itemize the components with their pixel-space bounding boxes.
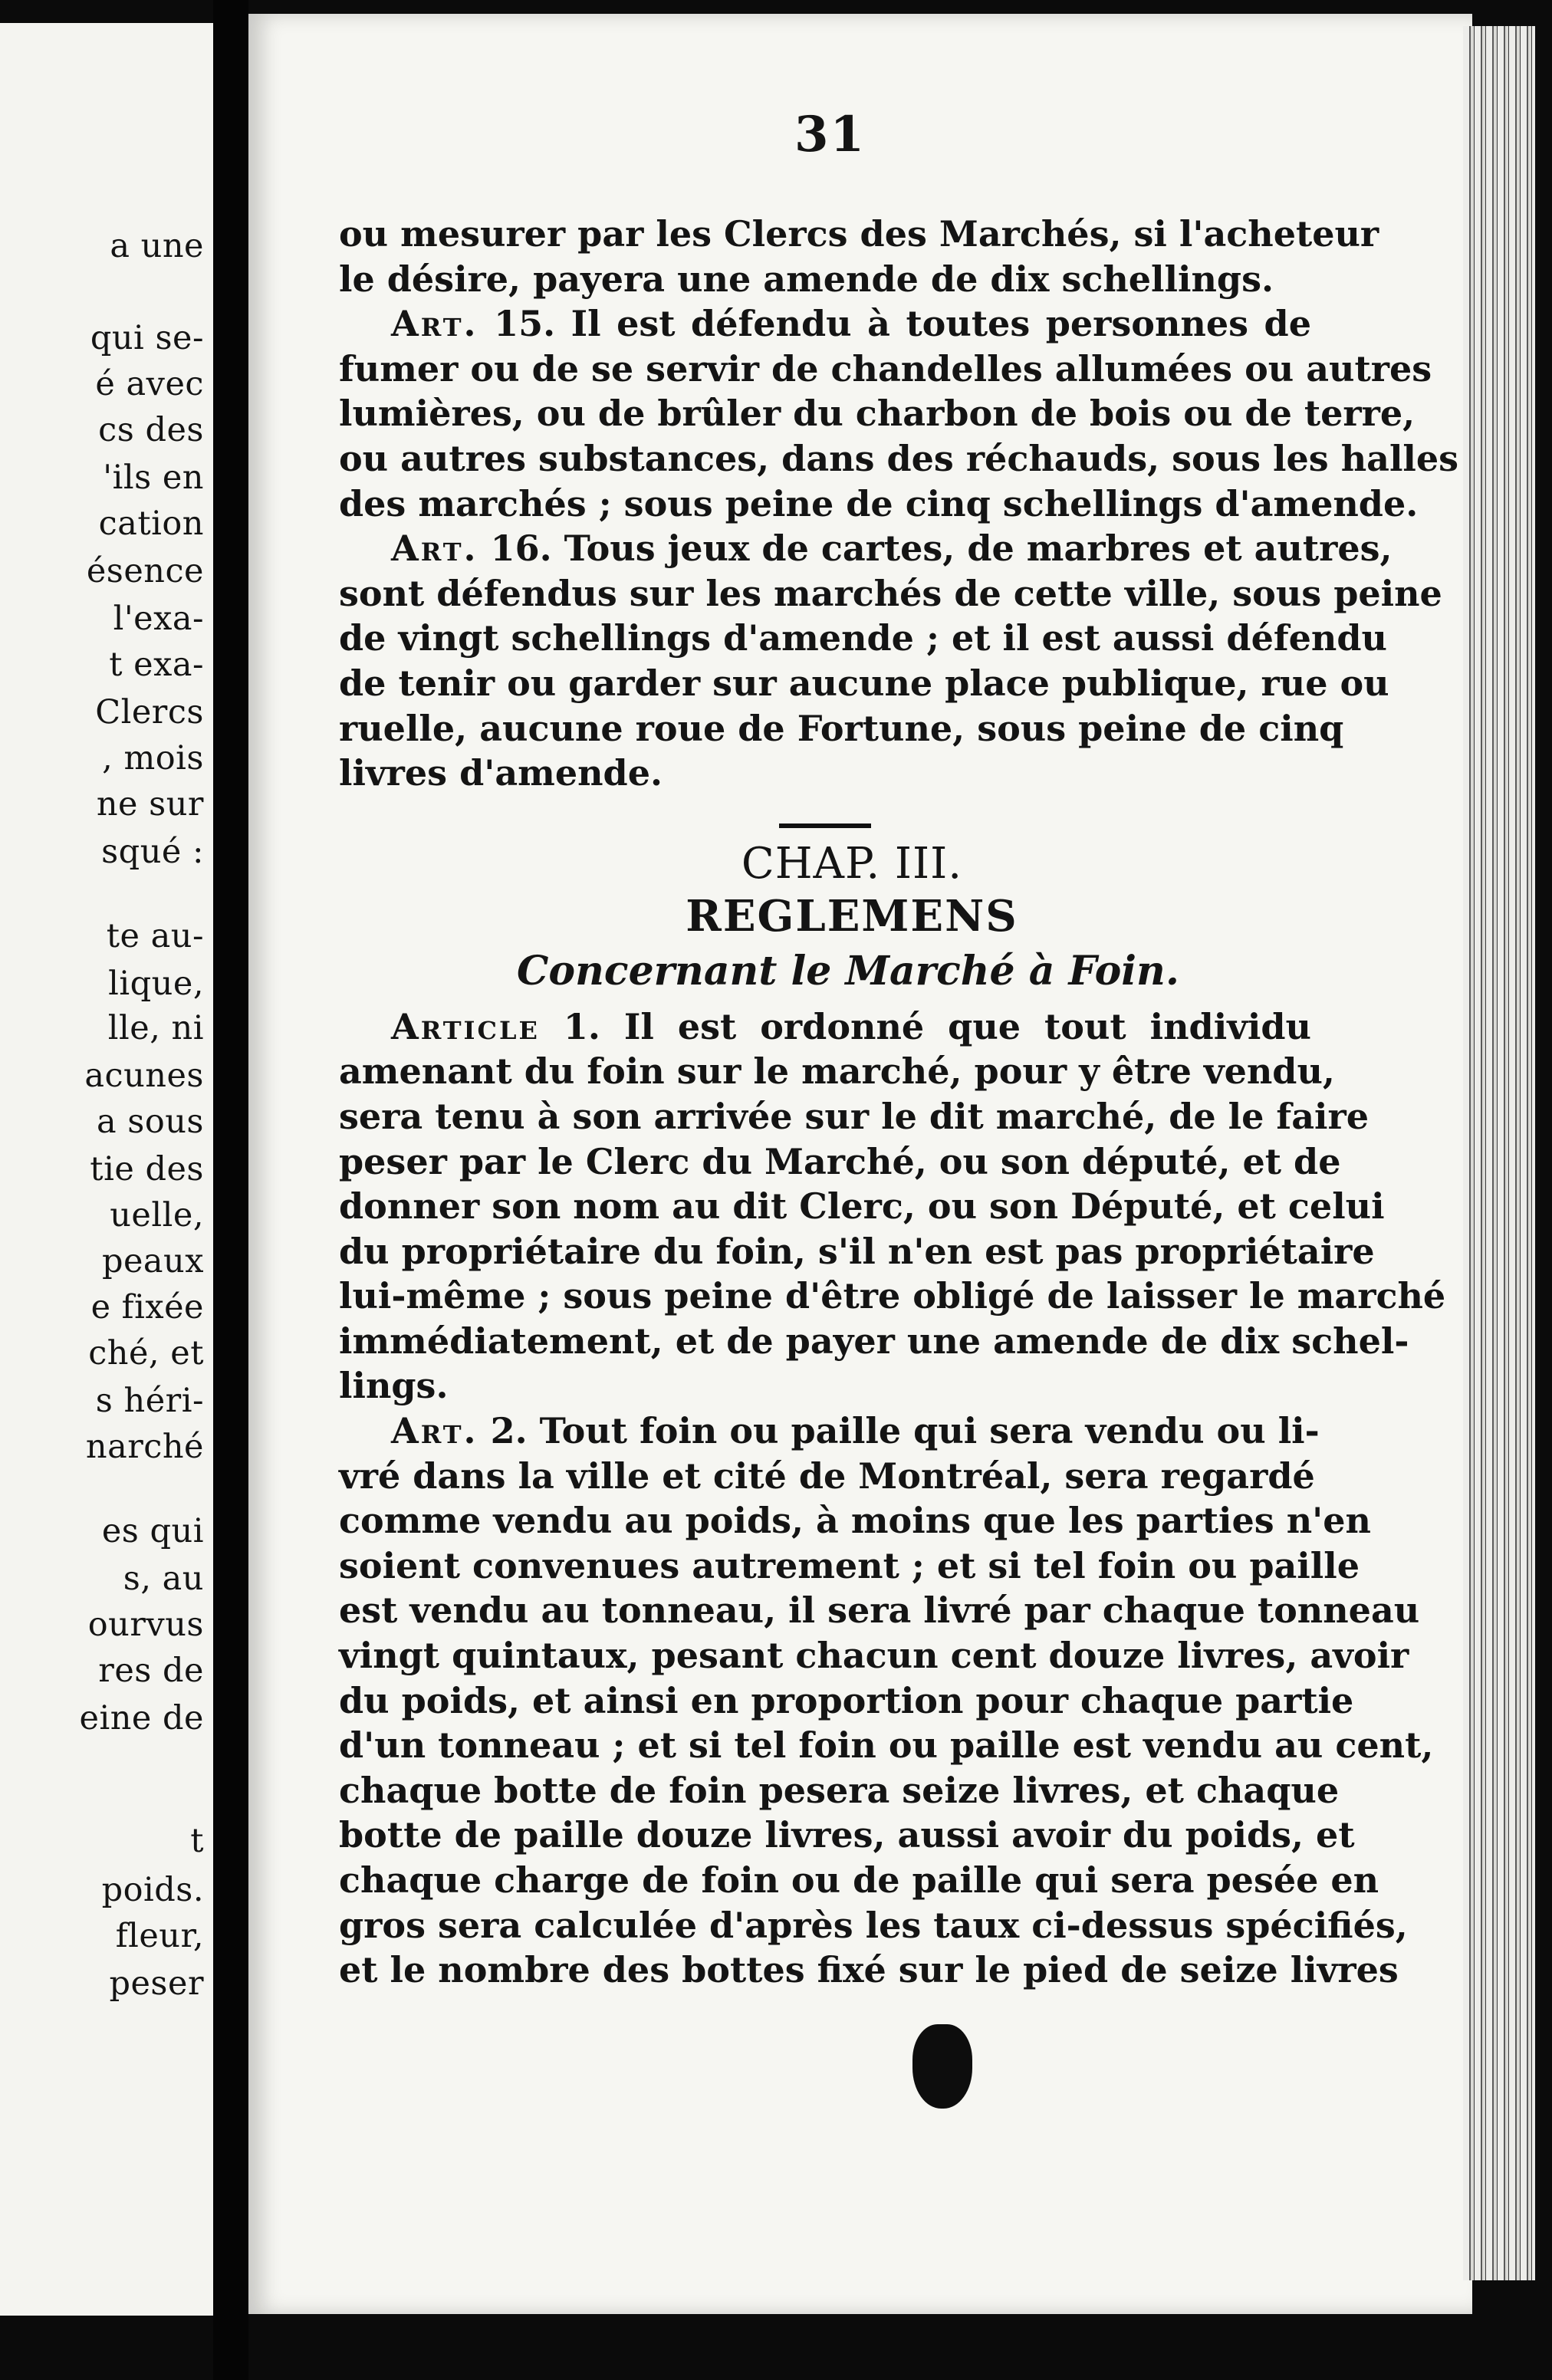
left-page-fragment: narché <box>85 1428 204 1466</box>
left-page-fragment: es qui <box>101 1512 204 1550</box>
article-paragraph <box>339 212 1379 301</box>
page-edges <box>1463 26 1535 2280</box>
text-line: comme vendu au poids, à moins que les parties n'en <box>339 1500 1371 1542</box>
left-page-fragment: e fixée <box>90 1288 204 1326</box>
left-page-fragment: a une <box>110 227 204 265</box>
article-paragraph <box>339 1409 1434 1993</box>
text-line: de vingt schellings d'amende ; et il est aussi défendu <box>339 617 1387 659</box>
text-line: Art. 16. Tous jeux de cartes, de marbres et autres, <box>391 528 1393 570</box>
left-page-fragment: t exa- <box>109 646 204 684</box>
text-line: fumer ou de se servir de chandelles allumées ou autres <box>339 347 1432 390</box>
left-page-fragment: l'exa- <box>113 600 204 638</box>
text-line: sera tenu à son arrivée sur le dit marché, de le faire <box>339 1095 1370 1137</box>
left-page-fragment: qui se- <box>90 319 204 357</box>
left-page-fragment: te au- <box>106 917 204 955</box>
left-page-fragment: s, au <box>123 1560 204 1598</box>
text-line: ruelle, aucune roue de Fortune, sous peine de cinq <box>339 707 1344 749</box>
text-line: donner son nom au dit Clerc, ou son Député, et celui <box>339 1185 1385 1228</box>
chapter-subtitle: Concernant le Marché à Foin. <box>517 947 1179 994</box>
text-line: lings. <box>339 1365 449 1407</box>
left-page-fragment: ne sur <box>96 785 204 823</box>
text-line: Art. 2. Tout foin ou paille qui sera vendu ou li- <box>391 1410 1320 1452</box>
left-page-fragment: ourvus <box>87 1606 204 1644</box>
top-articles <box>339 212 1459 796</box>
text-line: d'un tonneau ; et si tel foin ou paille est vendu au cent, <box>339 1724 1434 1767</box>
text-line: soient convenues autrement ; et si tel foin ou paille <box>339 1544 1360 1586</box>
left-page-fragment: ché, et <box>88 1334 204 1372</box>
left-page-fragment: tie des <box>90 1150 204 1188</box>
left-page-fragment: acunes <box>84 1057 204 1095</box>
left-page-fragment: Clercs <box>95 693 204 731</box>
article-paragraph <box>339 301 1459 526</box>
text-line: livres d'amende. <box>339 752 663 794</box>
left-page-fragment: eine de <box>79 1699 204 1737</box>
left-page-fragment: uelle, <box>110 1196 204 1234</box>
article-paragraph <box>339 1004 1446 1409</box>
text-line: Article 1. Il est ordonné que tout individu <box>391 1005 1311 1047</box>
left-page-fragment: squé : <box>101 833 204 871</box>
left-page-fragment: cation <box>98 505 204 543</box>
left-page-fragment: a sous <box>96 1103 204 1141</box>
article-label: Art. <box>391 1410 478 1452</box>
left-page-fragment: lle, ni <box>107 1009 204 1047</box>
text-line: peser par le Clerc du Marché, ou son député, et de <box>339 1140 1341 1182</box>
article-label: Article <box>391 1005 540 1047</box>
left-page-fragment: s héri- <box>95 1382 204 1420</box>
ink-blot <box>912 2024 972 2109</box>
left-page-fragment: , mois <box>102 739 204 777</box>
left-page-fragment: 'ils en <box>103 459 204 497</box>
text-line: Art. 15. Il est défendu à toutes personnes de <box>391 303 1311 345</box>
left-page-fragment: peaux <box>101 1242 204 1280</box>
article-label: Art. <box>391 303 478 345</box>
left-page-fragment: lique, <box>108 965 204 1003</box>
left-page-fragment: é avec <box>95 365 204 403</box>
text-line: ou mesurer par les Clercs des Marchés, si l'acheteur <box>339 213 1379 255</box>
text-line: lumières, ou de brûler du charbon de bois ou de terre, <box>339 393 1416 435</box>
text-line: chaque botte de foin pesera seize livres, et chaque <box>339 1769 1340 1811</box>
left-page-fragment: cs des <box>98 411 204 449</box>
text-line: amenant du foin sur le marché, pour y être vendu, <box>339 1050 1335 1093</box>
text-line: du poids, et ainsi en proportion pour chaque partie <box>339 1679 1354 1721</box>
chapter-title: REGLEMENS <box>686 890 1018 942</box>
text-line: du propriétaire du foin, s'il n'en est pas propriétaire <box>339 1230 1375 1272</box>
article-label: Art. <box>391 528 478 570</box>
text-line: vré dans la ville et cité de Montréal, sera regardé <box>339 1455 1315 1497</box>
text-line: des marchés ; sous peine de cinq schellings d'amende. <box>339 482 1419 524</box>
page-number: 31 <box>794 106 866 163</box>
text-line: ou autres substances, dans des réchauds, sous les halles <box>339 437 1459 479</box>
chapter-number: CHAP. III. <box>741 838 963 889</box>
left-page-fragment: ésence <box>86 552 204 590</box>
text-line: est vendu au tonneau, il sera livré par chaque tonneau <box>339 1589 1420 1632</box>
left-page-fragment: fleur, <box>115 1917 204 1955</box>
section-rule <box>779 823 871 828</box>
text-line: et le nombre des bottes fixé sur le pied de seize livres <box>339 1949 1399 1991</box>
text-line: vingt quintaux, pesant chacun cent douze livres, avoir <box>339 1635 1409 1677</box>
text-line: le désire, payera une amende de dix schellings. <box>339 258 1274 300</box>
text-line: sont défendus sur les marchés de cette ville, sous peine <box>339 572 1442 614</box>
text-line: gros sera calculée d'après les taux ci-dessus spécifiés, <box>339 1904 1408 1946</box>
left-page-fragment: peser <box>109 1964 204 2003</box>
article-paragraph <box>339 526 1442 796</box>
text-line: de tenir ou garder sur aucune place publique, rue ou <box>339 662 1389 704</box>
bottom-articles <box>339 1004 1446 1993</box>
text-line: immédiatement, et de payer une amende de dix schel- <box>339 1320 1409 1362</box>
facing-page-left <box>0 23 213 2316</box>
page-body <box>339 212 1459 1993</box>
left-page-fragment: poids. <box>101 1871 204 1909</box>
left-page-fragment: res de <box>98 1652 204 1690</box>
left-page-fragment: t <box>190 1822 204 1860</box>
text-line: chaque charge de foin ou de paille qui sera pesée en <box>339 1859 1379 1901</box>
text-line: botte de paille douze livres, aussi avoir du poids, et <box>339 1814 1355 1856</box>
book-gutter <box>213 0 248 2380</box>
text-line: lui-même ; sous peine d'être obligé de laisser le marché <box>339 1275 1446 1317</box>
